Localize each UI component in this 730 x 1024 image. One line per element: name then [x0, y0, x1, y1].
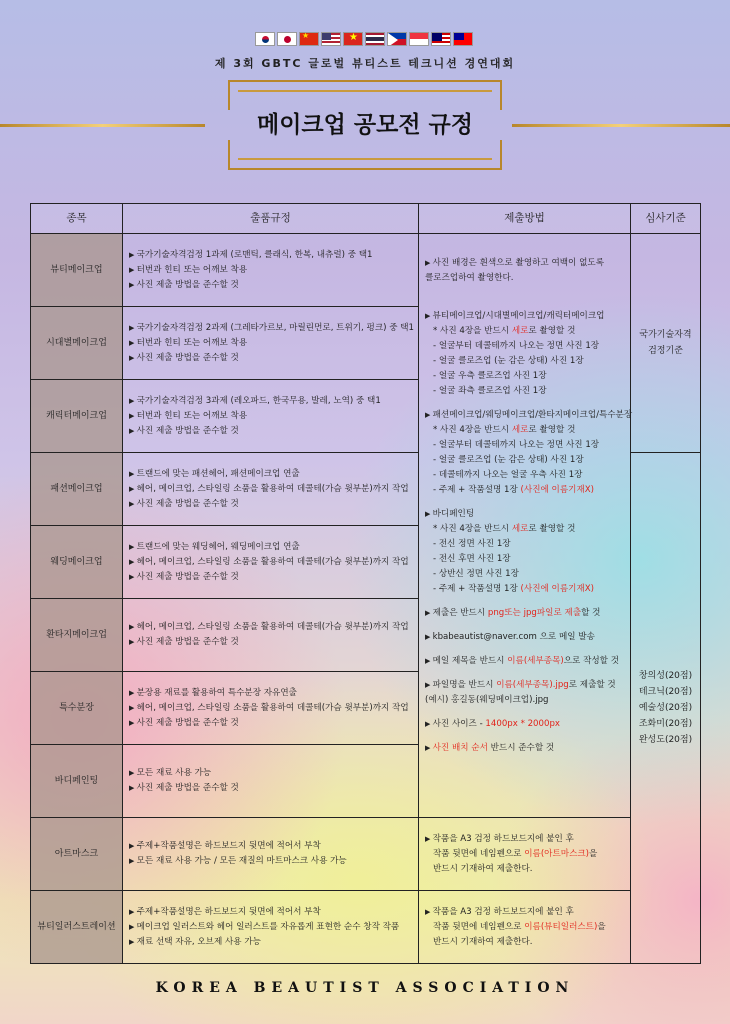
table-row [31, 818, 701, 891]
rules-cell [123, 307, 419, 380]
method-item: ▶ 제출은 반드시 png또는 jpg파일로 제출할 것 [425, 606, 624, 621]
rule-item: ▶ 분장용 재료를 활용하여 특수분장 자유연출 [129, 686, 412, 701]
th-flag-icon [365, 32, 385, 46]
judging-item: 조화미(20점) [638, 719, 693, 729]
judging-item: 예술성(20점) [638, 703, 693, 713]
rules-cell [123, 453, 419, 526]
rule-item: ▶ 트랜드에 맞는 패션헤어, 패션메이크업 연출 [129, 467, 412, 482]
rule-item: ▶ 재료 선택 자유, 오브제 사용 가능 [129, 935, 412, 950]
method-item: ▶ 파일명을 반드시 이름(세부종목).jpg로 제출할 것 [425, 678, 624, 693]
submission-method-cell-mask [419, 818, 631, 891]
us-flag-icon [321, 32, 341, 46]
category-cell: 환타지메이크업 [31, 599, 123, 672]
rule-item: ▶ 모든 재료 사용 가능 / 모든 재질의 마트마스크 사용 가능 [129, 854, 412, 869]
method-item: ▶ 메일 제목을 반드시 이름(세부종목)으로 작성할 것 [425, 654, 624, 669]
category-cell: 웨딩메이크업 [31, 526, 123, 599]
country-flags [255, 32, 473, 46]
method-item: - 주제 + 작품설명 1장 (사진에 이름기재X) [433, 584, 594, 594]
rules-table [30, 203, 701, 964]
method-item: * 사진 4장을 반드시 세로로 촬영할 것 [433, 425, 576, 435]
method-item: - 전신 정면 사진 1장 [433, 539, 511, 549]
method-item: (예시) 홍길동(웨딩메이크업).jpg [425, 695, 549, 705]
rule-item: ▶ 터번과 힌티 또는 어깨보 착용 [129, 263, 412, 278]
method-item: 반드시 기재하여 제출한다. [433, 936, 533, 947]
header-method: 제출방법 [419, 204, 631, 234]
rules-cell [123, 672, 419, 745]
judging-item: 검정기준 [648, 346, 683, 356]
method-item: ▶ 작품을 A3 검정 하드보드지에 붙인 후 [425, 832, 624, 847]
method-item: 반드시 기재하여 제출한다. [433, 863, 533, 874]
rule-item: ▶ 메이크업 일러스트와 헤어 일러스트를 자유롭게 표현한 순수 창작 작품 [129, 920, 412, 935]
method-item: - 얼굴 클로즈업 (눈 감은 상태) 사진 1장 [433, 455, 584, 465]
event-subtitle: 제 3회 GBTC 글로벌 뷰티스트 테크니션 경연대회 [214, 57, 516, 70]
rules-cell [123, 234, 419, 307]
method-group-title: ▶ 패션메이크업/웨딩메이크업/환타지메이크업/특수분장 [425, 408, 624, 423]
method-item: - 얼굴부터 데콜테까지 나오는 정면 사진 1장 [433, 440, 600, 450]
judging-item: 창의성(20점) [638, 671, 693, 681]
rule-item: ▶ 헤어, 메이크업, 스타일링 소품을 활용하여 데콜테(가슴 윗부분)까지 작업 [129, 701, 412, 716]
rule-item: ▶ 터번과 힌티 또는 어깨보 착용 [129, 336, 412, 351]
judging-item: 완성도(20점) [638, 735, 693, 745]
judging-cell-scores [631, 453, 701, 964]
rule-item: ▶ 트랜드에 맞는 웨딩헤어, 웨딩메이크업 연출 [129, 540, 412, 555]
category-cell: 뷰티메이크업 [31, 234, 123, 307]
category-cell: 특수분장 [31, 672, 123, 745]
method-item: - 얼굴 좌측 클로즈업 사진 1장 [433, 386, 547, 396]
method-item: - 주제 + 작품설명 1장 (사진에 이름기재X) [433, 485, 594, 495]
method-item: * 사진 4장을 반드시 세로로 촬영할 것 [433, 524, 576, 534]
gold-divider-right [512, 124, 730, 127]
rule-item: ▶ 국가기술자격검정 2과제 (그레타가르보, 마릴린먼로, 트위기, 펑크) 중 택1 [129, 321, 412, 336]
header-judging: 심사기준 [631, 204, 701, 234]
table-row [31, 891, 701, 964]
method-item: - 얼굴 우측 클로즈업 사진 1장 [433, 371, 547, 381]
rules-cell [123, 818, 419, 891]
sg-flag-icon [409, 32, 429, 46]
footer-association: KOREA BEAUTIST ASSOCIATION [155, 980, 575, 996]
kr-flag-icon [255, 32, 275, 46]
header-rules: 출품규정 [123, 204, 419, 234]
category-cell: 아트마스크 [31, 818, 123, 891]
method-group-title: ▶ 뷰티메이크업/시대별메이크업/캐릭터메이크업 [425, 309, 624, 324]
category-cell: 시대별메이크업 [31, 307, 123, 380]
title-frame [228, 80, 502, 170]
method-item: 작품 뒷면에 네임펜으로 이름(아트마스크)을 [433, 848, 598, 859]
rules-cell [123, 526, 419, 599]
rule-item: ▶ 모든 재료 사용 가능 [129, 766, 412, 781]
my-flag-icon [431, 32, 451, 46]
judging-cell-national [631, 234, 701, 453]
table-row [31, 234, 701, 307]
category-cell: 바디페인팅 [31, 745, 123, 818]
rules-cell [123, 745, 419, 818]
judging-item: 국가기술자격 [639, 330, 692, 340]
method-item: ▶ 사진 배치 순서 반드시 준수할 것 [425, 741, 624, 756]
rules-cell [123, 891, 419, 964]
cn-flag-icon [299, 32, 319, 46]
rule-item: ▶ 사진 제출 방법을 준수할 것 [129, 635, 412, 650]
rule-item: ▶ 헤어, 메이크업, 스타일링 소품을 활용하여 데콜테(가슴 윗부분)까지 작업 [129, 482, 412, 497]
rule-item: ▶ 국가기술자격검정 3과제 (레오파드, 한국무용, 발레, 노역) 중 택1 [129, 394, 412, 409]
rule-item: ▶ 사진 제출 방법을 준수할 것 [129, 424, 412, 439]
rule-item: ▶ 헤어, 메이크업, 스타일링 소품을 활용하여 데콜테(가슴 윗부분)까지 작업 [129, 620, 412, 635]
rules-cell [123, 380, 419, 453]
method-item: - 데콜테까지 나오는 얼굴 우측 사진 1장 [433, 470, 583, 480]
method-item: - 얼굴 클로즈업 (눈 감은 상태) 사진 1장 [433, 356, 584, 366]
email-link[interactable]: ▶ kbabeautist@naver.com 으로 메일 발송 [425, 630, 624, 645]
rule-item: ▶ 사진 제출 방법을 준수할 것 [129, 781, 412, 796]
ph-flag-icon [387, 32, 407, 46]
rule-item: ▶ 헤어, 메이크업, 스타일링 소품을 활용하여 데콜테(가슴 윗부분)까지 작업 [129, 555, 412, 570]
page-title: 메이크업 공모전 규정 [257, 112, 473, 138]
rule-item: ▶ 주제+작품설명은 하드보드지 뒷면에 적어서 부착 [129, 839, 412, 854]
method-item: - 전신 후면 사진 1장 [433, 554, 511, 564]
rule-item: ▶ 국가기술자격검정 1과제 (로맨틱, 클래식, 한복, 내츄럴) 중 택1 [129, 248, 412, 263]
rule-item: ▶ 사진 제출 방법을 준수할 것 [129, 570, 412, 585]
submission-method-cell [419, 234, 631, 818]
header-category: 종목 [31, 204, 123, 234]
method-item: ▶ 사진 배경은 흰색으로 촬영하고 여백이 없도록 [425, 256, 624, 271]
method-item: 클로즈업하여 촬영한다. [425, 273, 514, 283]
method-group-title: ▶ 바디페인팅 [425, 507, 624, 522]
jp-flag-icon [277, 32, 297, 46]
judging-item: 테크닉(20점) [638, 687, 693, 697]
method-item: 작품 뒷면에 네임펜으로 이름(뷰티일러스트)을 [433, 921, 606, 932]
vn-flag-icon [343, 32, 363, 46]
rule-item: ▶ 사진 제출 방법을 준수할 것 [129, 716, 412, 731]
method-item: ▶ 사진 사이즈 - 1400px * 2000px [425, 717, 624, 732]
rule-item: ▶ 사진 제출 방법을 준수할 것 [129, 278, 412, 293]
rule-item: ▶ 사진 제출 방법을 준수할 것 [129, 497, 412, 512]
rule-item: ▶ 터번과 힌티 또는 어깨보 착용 [129, 409, 412, 424]
tw-flag-icon [453, 32, 473, 46]
method-item: ▶ 작품을 A3 검정 하드보드지에 붙인 후 [425, 905, 624, 920]
category-cell: 패션메이크업 [31, 453, 123, 526]
gold-divider-left [0, 124, 205, 127]
category-cell: 뷰티일러스트레이션 [31, 891, 123, 964]
submission-method-cell-illust [419, 891, 631, 964]
rule-item: ▶ 주제+작품설명은 하드보드지 뒷면에 적어서 부착 [129, 905, 412, 920]
rules-cell [123, 599, 419, 672]
category-cell: 캐릭터메이크업 [31, 380, 123, 453]
method-item: * 사진 4장을 반드시 세로로 촬영할 것 [433, 326, 576, 336]
method-item: - 얼굴부터 데콜테까지 나오는 정면 사진 1장 [433, 341, 600, 351]
method-item: - 상반신 정면 사진 1장 [433, 569, 519, 579]
table-header-row [31, 204, 701, 234]
rule-item: ▶ 사진 제출 방법을 준수할 것 [129, 351, 412, 366]
